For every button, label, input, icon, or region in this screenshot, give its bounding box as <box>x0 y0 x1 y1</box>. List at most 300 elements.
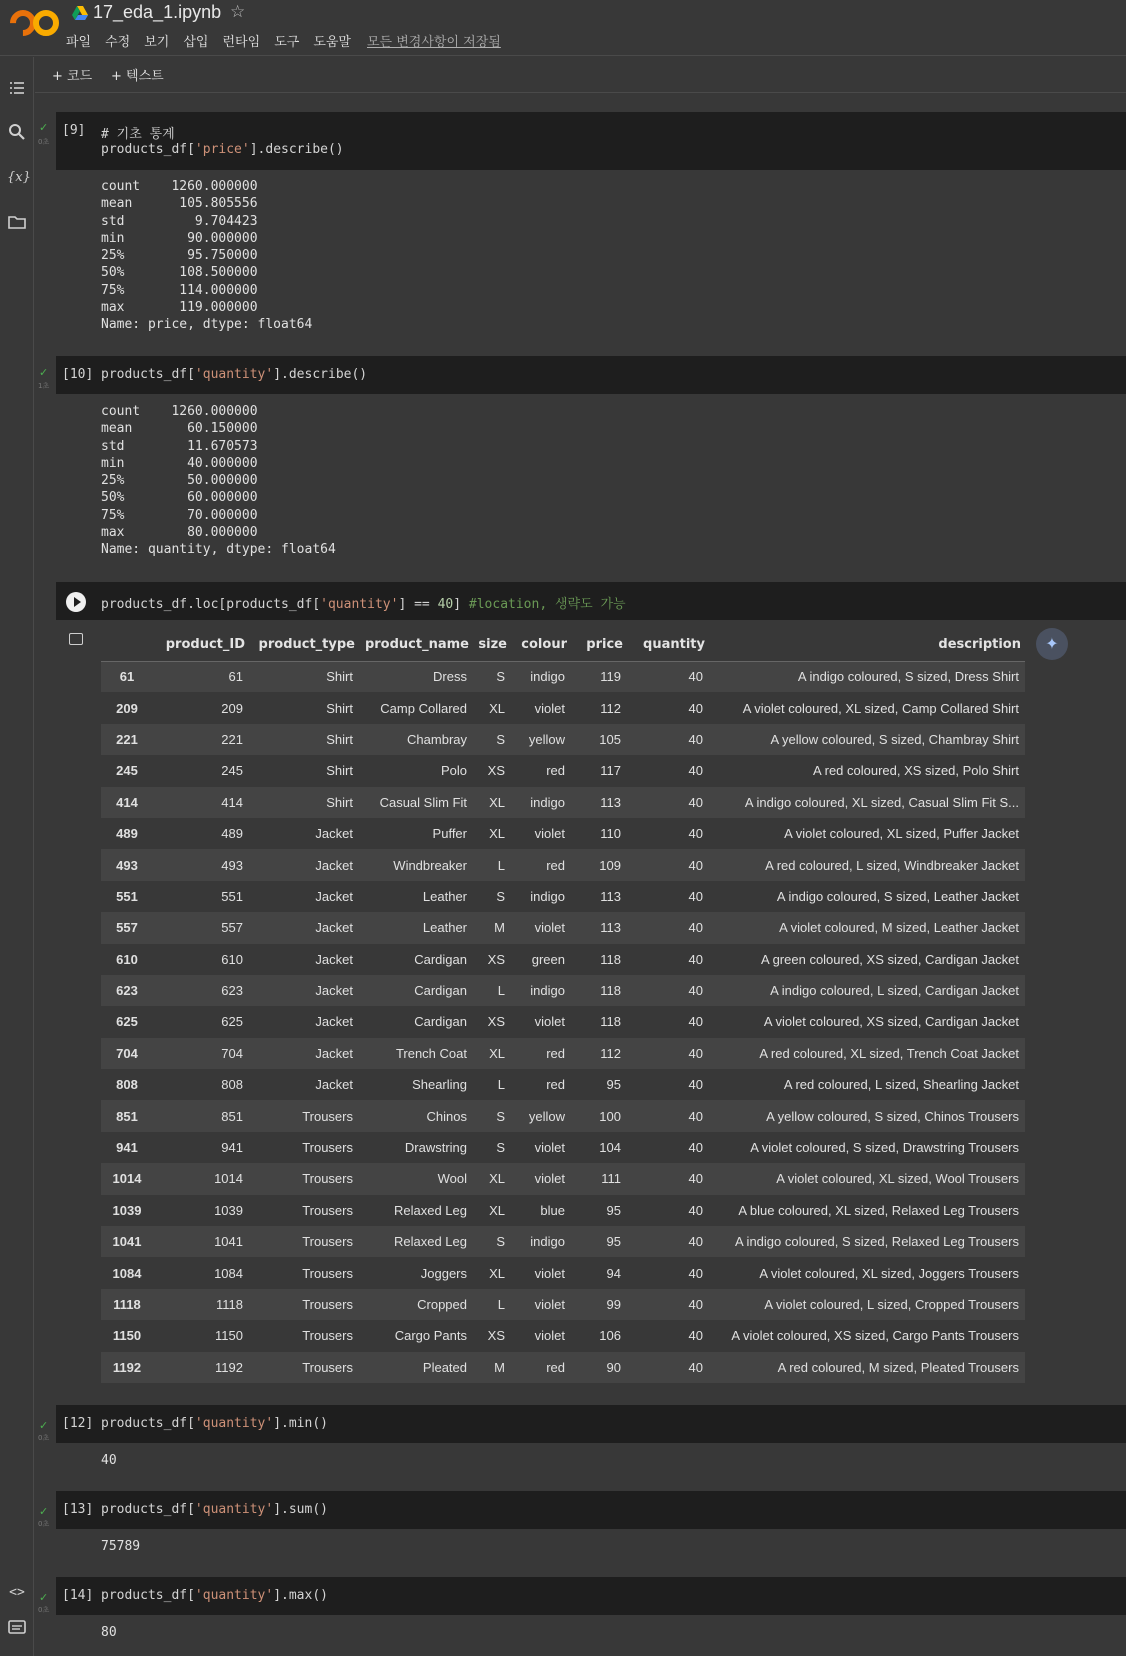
table-cell: 704 <box>221 1045 243 1061</box>
table-cell: Shirt <box>326 731 353 747</box>
table-row <box>101 944 1025 975</box>
executed-check-icon: ✓ <box>39 1419 49 1432</box>
table-cell: red <box>546 1359 565 1375</box>
table-cell: 119 <box>600 669 621 685</box>
column-header: price <box>571 628 627 661</box>
table-cell: XS <box>487 1328 505 1344</box>
table-cell: 1118 <box>216 1297 243 1312</box>
table-cell: 40 <box>688 1171 703 1187</box>
variables-icon[interactable]: {x} <box>7 170 31 185</box>
table-cell: Relaxed Leg <box>394 1202 467 1218</box>
exec-time: 1초 <box>38 382 50 390</box>
table-cell: 40 <box>688 951 703 967</box>
executed-check-icon: ✓ <box>39 1591 49 1604</box>
table-cell: Chinos <box>426 1108 467 1124</box>
table-cell: 117 <box>600 763 621 779</box>
row-index-cell: 851 <box>116 1108 138 1124</box>
table-cell: 40 <box>688 1265 703 1281</box>
dataframe-table <box>101 628 1025 1383</box>
row-index-cell: 551 <box>116 888 138 904</box>
table-cell: indigo <box>530 794 565 810</box>
table-cell: 1014 <box>214 1171 243 1187</box>
menu-help[interactable]: 도움말 <box>313 35 351 50</box>
table-cell: A violet coloured, XL sized, Wool Trousers <box>776 1171 1019 1187</box>
table-cell: 40 <box>688 763 703 779</box>
table-cell: 109 <box>599 857 621 873</box>
table-cell: yellow <box>528 1108 565 1124</box>
table-cell: Leather <box>422 920 467 936</box>
table-cell: 95 <box>606 1202 621 1218</box>
column-header: product_type <box>249 628 359 661</box>
left-sidebar <box>0 57 34 1656</box>
table-cell: XL <box>489 1265 505 1281</box>
table-cell: S <box>496 1140 505 1156</box>
table-cell: 99 <box>606 1297 621 1312</box>
table-cell: violet <box>534 700 565 716</box>
executed-check-icon: ✓ <box>39 1505 49 1518</box>
table-row <box>101 912 1025 943</box>
table-cell: 557 <box>221 920 243 936</box>
table-cell: Casual Slim Fit <box>379 794 467 810</box>
table-cell: Joggers <box>420 1265 467 1281</box>
table-cell: A yellow coloured, S sized, Chinos Trousers <box>766 1108 1019 1124</box>
table-row <box>101 818 1025 849</box>
table-cell: 110 <box>600 826 621 842</box>
table-cell: Jacket <box>315 951 353 967</box>
terminal-icon[interactable] <box>7 1617 27 1637</box>
code-cell-13[interactable] <box>56 1491 1126 1529</box>
table-cell: Wool <box>437 1171 467 1187</box>
table-cell: Jacket <box>315 888 353 904</box>
table-cell: green <box>531 951 565 967</box>
cell-output-9: count 1260.000000 mean 105.805556 std 9.704423 min 90.000000 25% 95.750000 50% 108.500000 75% 114.000000 max 119.000000 Name: price, dtype: float64 <box>101 179 313 333</box>
table-cell: XL <box>489 1171 505 1187</box>
table-cell: 111 <box>601 1171 621 1187</box>
table-cell: 112 <box>600 700 621 716</box>
table-cell: A red coloured, L sized, Shearling Jacket <box>783 1077 1019 1093</box>
column-header <box>101 628 153 661</box>
table-cell: Cardigan <box>414 983 467 999</box>
table-cell: Dress <box>433 669 467 685</box>
table-cell: 40 <box>688 1045 703 1061</box>
table-cell: red <box>546 857 565 873</box>
table-cell: red <box>546 1045 565 1061</box>
table-cell: 40 <box>688 1234 703 1250</box>
table-cell: violet <box>534 1297 565 1312</box>
table-cell: 625 <box>221 1014 243 1030</box>
table-cell: 493 <box>221 857 243 873</box>
row-index-cell: 941 <box>116 1140 138 1156</box>
table-cell: A red coloured, XL sized, Trench Coat Jacket <box>759 1045 1019 1061</box>
cell-output-13: 75789 <box>101 1539 141 1554</box>
cell-output-14: 80 <box>101 1625 117 1640</box>
table-body <box>101 661 1025 1383</box>
code-line: products_df['price'].describe() <box>101 142 344 157</box>
table-cell: 112 <box>600 1045 621 1061</box>
table-cell: 61 <box>228 669 243 685</box>
table-cell: Cardigan <box>414 1014 467 1030</box>
table-cell: L <box>497 983 505 999</box>
table-row <box>101 1226 1025 1257</box>
table-cell: Cropped <box>417 1297 467 1312</box>
table-cell: 221 <box>221 731 243 747</box>
table-cell: 551 <box>221 888 243 904</box>
table-cell: A indigo coloured, XL sized, Casual Slim Fit S... <box>744 794 1019 810</box>
row-index-cell: 1039 <box>112 1202 142 1218</box>
notebook-toolbar <box>35 57 1126 93</box>
row-index-cell: 808 <box>116 1077 138 1093</box>
table-cell: 40 <box>688 857 703 873</box>
table-cell: Jacket <box>315 1045 353 1061</box>
table-cell: A violet coloured, L sized, Cropped Trousers <box>764 1297 1019 1312</box>
code-line: products_df['quantity'].min() <box>101 1416 328 1431</box>
table-cell: S <box>496 731 505 747</box>
output-actions-icon[interactable] <box>69 633 83 645</box>
row-index-cell: 1118 <box>113 1297 141 1312</box>
execution-count: [14] <box>62 1588 94 1603</box>
notebook-title[interactable]: 17_eda_1.ipynb <box>93 2 222 22</box>
star-icon[interactable]: ☆ <box>230 2 246 22</box>
table-cell: 1192 <box>215 1359 243 1375</box>
table-cell: indigo <box>530 669 565 685</box>
table-cell: Jacket <box>315 983 353 999</box>
table-row <box>101 1038 1025 1069</box>
row-index-cell: 414 <box>116 794 138 810</box>
row-index-cell: 1041 <box>112 1234 142 1250</box>
table-cell: 1041 <box>214 1234 243 1250</box>
table-cell: Leather <box>422 888 467 904</box>
row-index-cell: 625 <box>116 1014 138 1030</box>
table-cell: Shearling <box>412 1077 467 1093</box>
table-row <box>101 881 1025 912</box>
table-cell: Trousers <box>302 1202 353 1218</box>
row-index-cell: 1150 <box>112 1328 142 1344</box>
row-index-cell: 704 <box>116 1045 138 1061</box>
table-cell: M <box>494 920 505 936</box>
row-index-cell: 61 <box>119 669 135 685</box>
table-cell: indigo <box>530 1234 565 1250</box>
table-cell: A violet coloured, S sized, Drawstring Trousers <box>750 1140 1019 1156</box>
execution-count: [9] <box>62 123 86 138</box>
menu-insert[interactable]: 삽입 <box>183 35 209 50</box>
table-cell: A blue coloured, XL sized, Relaxed Leg Trousers <box>738 1202 1019 1218</box>
table-row <box>101 849 1025 880</box>
table-cell: 94 <box>606 1265 621 1281</box>
table-cell: Shirt <box>326 669 353 685</box>
table-row <box>101 1320 1025 1351</box>
row-index-cell: 610 <box>116 951 138 967</box>
table-cell: 1084 <box>214 1265 243 1281</box>
table-cell: violet <box>534 1265 565 1281</box>
row-index-cell: 489 <box>116 826 138 842</box>
code-cell-loc[interactable] <box>56 582 1126 620</box>
row-index-cell: 1014 <box>112 1171 142 1187</box>
google-drive-icon[interactable] <box>72 6 88 20</box>
table-cell: Trousers <box>302 1328 353 1344</box>
table-cell: violet <box>534 920 565 936</box>
table-cell: Trousers <box>302 1108 353 1124</box>
table-cell: violet <box>534 1140 565 1156</box>
table-row <box>101 1352 1025 1383</box>
colab-logo[interactable] <box>10 10 62 36</box>
code-line: products_df['quantity'].sum() <box>101 1502 328 1517</box>
column-header: quantity <box>627 628 709 661</box>
table-cell: L <box>497 1077 505 1093</box>
table-cell: XS <box>487 1014 505 1030</box>
table-row <box>101 975 1025 1006</box>
table-cell: A red coloured, XS sized, Polo Shirt <box>813 763 1019 779</box>
table-cell: L <box>497 857 505 873</box>
row-index-cell: 557 <box>116 920 138 936</box>
table-cell: 104 <box>599 1140 621 1156</box>
table-cell: M <box>494 1359 505 1375</box>
search-icon[interactable] <box>7 122 27 142</box>
table-cell: Polo <box>440 763 467 779</box>
table-cell: 941 <box>221 1140 243 1156</box>
code-cell-10[interactable] <box>56 356 1126 394</box>
table-cell: 1039 <box>214 1202 243 1218</box>
table-cell: Cargo Pants <box>394 1328 467 1344</box>
table-cell: Trench Coat <box>395 1045 467 1061</box>
table-cell: Camp Collared <box>380 700 467 716</box>
table-row <box>101 1069 1025 1100</box>
table-cell: Trousers <box>302 1359 353 1375</box>
table-cell: 40 <box>688 826 703 842</box>
list-icon[interactable] <box>7 78 27 98</box>
execution-count: [12] <box>62 1416 94 1431</box>
table-cell: 40 <box>688 700 703 716</box>
table-row <box>101 1006 1025 1037</box>
table-cell: 113 <box>600 888 621 904</box>
column-header: product_ID <box>153 628 249 661</box>
table-cell: Trousers <box>302 1297 353 1312</box>
table-cell: 40 <box>688 1077 703 1093</box>
table-cell: 118 <box>600 1014 621 1030</box>
table-cell: 106 <box>599 1328 621 1344</box>
table-cell: Trousers <box>302 1171 353 1187</box>
table-cell: 40 <box>688 1014 703 1030</box>
table-cell: XL <box>489 794 505 810</box>
table-cell: 1150 <box>215 1328 243 1344</box>
exec-time: 0초 <box>38 1606 50 1614</box>
code-comment: # 기초 통계 <box>101 127 175 142</box>
table-row <box>101 1132 1025 1163</box>
folder-icon[interactable] <box>7 212 27 232</box>
executed-check-icon: ✓ <box>39 121 49 134</box>
table-cell: indigo <box>530 983 565 999</box>
code-line: products_df.loc[products_df['quantity'] == 40] #location, 생략도 가능 <box>101 597 626 612</box>
row-index-cell: 221 <box>116 731 138 747</box>
menu-tools[interactable]: 도구 <box>274 35 300 50</box>
table-row <box>101 1257 1025 1288</box>
table-cell: Shirt <box>326 700 353 716</box>
menu-bar <box>66 31 515 50</box>
row-index-cell: 493 <box>116 857 138 873</box>
table-cell: A red coloured, M sized, Pleated Trousers <box>777 1359 1019 1375</box>
magic-wand-icon[interactable]: ✦ <box>1036 628 1068 660</box>
table-cell: Shirt <box>326 763 353 779</box>
table-cell: Jacket <box>315 1077 353 1093</box>
table-cell: Puffer <box>432 826 467 842</box>
table-cell: 40 <box>688 1140 703 1156</box>
run-cell-button[interactable] <box>66 592 86 612</box>
table-cell: XL <box>489 1045 505 1061</box>
table-cell: 40 <box>688 920 703 936</box>
table-cell: 40 <box>688 1202 703 1218</box>
cell-output-12: 40 <box>101 1453 117 1468</box>
table-cell: 118 <box>600 951 621 967</box>
table-cell: A indigo coloured, S sized, Dress Shirt <box>797 669 1019 685</box>
code-cell-12[interactable] <box>56 1405 1126 1443</box>
table-cell: yellow <box>528 731 565 747</box>
table-row <box>101 661 1025 692</box>
table-cell: A green coloured, XS sized, Cardigan Jacket <box>761 951 1019 967</box>
table-cell: 851 <box>221 1108 243 1124</box>
table-cell: violet <box>534 826 565 842</box>
table-cell: S <box>496 669 505 685</box>
table-cell: XL <box>489 700 505 716</box>
table-cell: 95 <box>606 1234 621 1250</box>
table-cell: 40 <box>688 888 703 904</box>
table-cell: Jacket <box>315 920 353 936</box>
row-index-cell: 209 <box>116 700 138 716</box>
table-cell: A indigo coloured, L sized, Cardigan Jacket <box>770 983 1019 999</box>
table-cell: A violet coloured, XS sized, Cargo Pants Trousers <box>731 1328 1019 1344</box>
table-cell: Jacket <box>315 1014 353 1030</box>
execution-count: [13] <box>62 1502 94 1517</box>
code-line: products_df['quantity'].max() <box>101 1588 328 1603</box>
table-cell: Windbreaker <box>393 857 467 873</box>
column-header: description <box>709 628 1025 661</box>
table-cell: 40 <box>688 794 703 810</box>
table-row <box>101 692 1025 723</box>
menu-file[interactable]: 파일 <box>66 35 92 50</box>
table-row <box>101 1100 1025 1131</box>
table-cell: 414 <box>221 794 243 810</box>
table-cell: L <box>497 1297 505 1312</box>
table-cell: A indigo coloured, S sized, Relaxed Leg Trousers <box>734 1234 1019 1250</box>
table-cell: 40 <box>688 1108 703 1124</box>
table-cell: 245 <box>221 763 243 779</box>
table-cell: Jacket <box>315 857 353 873</box>
table-cell: red <box>546 1077 565 1093</box>
table-cell: 209 <box>221 700 243 716</box>
code-line: products_df['quantity'].describe() <box>101 367 368 382</box>
code-cell-9[interactable] <box>56 112 1126 170</box>
table-cell: XL <box>489 1202 505 1218</box>
table-cell: A violet coloured, XL sized, Puffer Jacket <box>784 826 1019 842</box>
table-cell: 95 <box>606 1077 621 1093</box>
table-cell: Cardigan <box>414 951 467 967</box>
row-index-cell: 1192 <box>112 1359 142 1375</box>
table-cell: 105 <box>599 731 621 747</box>
table-cell: Drawstring <box>404 1140 467 1156</box>
executed-check-icon: ✓ <box>39 366 49 379</box>
table-cell: 100 <box>599 1108 621 1124</box>
table-row <box>101 724 1025 755</box>
table-cell: violet <box>534 1014 565 1030</box>
table-cell: 40 <box>688 983 703 999</box>
table-cell: A yellow coloured, S sized, Chambray Shirt <box>770 731 1019 747</box>
table-cell: 90 <box>606 1359 621 1375</box>
table-cell: S <box>496 1108 505 1124</box>
table-cell: 40 <box>688 669 703 685</box>
exec-time: 0초 <box>38 1520 50 1528</box>
table-row <box>101 755 1025 786</box>
table-cell: blue <box>540 1202 565 1218</box>
table-cell: Relaxed Leg <box>394 1234 467 1250</box>
table-header-row <box>101 628 1025 661</box>
row-index-cell: 623 <box>116 983 138 999</box>
table-cell: Shirt <box>326 794 353 810</box>
table-cell: S <box>496 1234 505 1250</box>
table-cell: 489 <box>221 826 243 842</box>
table-cell: A violet coloured, XL sized, Joggers Trousers <box>759 1265 1019 1281</box>
table-cell: Chambray <box>407 731 467 747</box>
table-cell: 113 <box>600 920 621 936</box>
menu-edit[interactable]: 수정 <box>105 35 131 50</box>
exec-time: 0초 <box>38 1434 50 1442</box>
table-cell: A violet coloured, M sized, Leather Jacket <box>779 920 1019 936</box>
column-header: colour <box>511 628 571 661</box>
table-cell: A violet coloured, XS sized, Cardigan Jacket <box>763 1014 1019 1030</box>
table-cell: Jacket <box>315 826 353 842</box>
table-cell: indigo <box>530 888 565 904</box>
table-row <box>101 787 1025 818</box>
add-text-button[interactable]: + 텍스트 <box>111 69 164 84</box>
menu-view[interactable]: 보기 <box>144 35 170 50</box>
table-cell: Pleated <box>422 1359 467 1375</box>
table-cell: violet <box>534 1171 565 1187</box>
add-code-button[interactable]: + 코드 <box>52 69 93 84</box>
table-cell: A red coloured, L sized, Windbreaker Jacket <box>765 857 1019 873</box>
table-cell: A violet coloured, XL sized, Camp Collared Shirt <box>742 700 1019 716</box>
table-cell: XS <box>487 951 505 967</box>
table-cell: A indigo coloured, S sized, Leather Jacket <box>776 888 1019 904</box>
table-cell: XS <box>487 763 505 779</box>
table-cell: 40 <box>688 1359 703 1375</box>
table-cell: 623 <box>221 983 243 999</box>
table-cell: Trousers <box>302 1265 353 1281</box>
menu-runtime[interactable]: 런타임 <box>222 35 261 50</box>
table-cell: Trousers <box>302 1140 353 1156</box>
table-cell: XL <box>489 826 505 842</box>
table-row <box>101 1289 1025 1320</box>
column-header: product_name <box>359 628 473 661</box>
code-cell-14[interactable] <box>56 1577 1126 1615</box>
table-cell: S <box>496 888 505 904</box>
table-cell: Trousers <box>302 1234 353 1250</box>
table-cell: violet <box>534 1328 565 1344</box>
row-index-cell: 245 <box>116 763 138 779</box>
table-cell: 40 <box>688 1328 703 1344</box>
table-cell: 40 <box>688 731 703 747</box>
table-cell: 808 <box>221 1077 243 1093</box>
code-snippets-icon[interactable]: <> <box>9 1585 25 1600</box>
table-cell: red <box>546 763 565 779</box>
execution-count: [10] <box>62 367 94 382</box>
table-row <box>101 1195 1025 1226</box>
table-cell: 113 <box>600 794 621 810</box>
app-header <box>0 0 1126 56</box>
table-cell: 40 <box>688 1297 703 1312</box>
row-index-cell: 1084 <box>112 1265 142 1281</box>
save-status-link[interactable]: 모든 변경사항이 저장됨 <box>367 35 501 50</box>
table-row <box>101 1163 1025 1194</box>
exec-time: 0초 <box>38 138 50 146</box>
table-cell: 610 <box>221 951 243 967</box>
table-cell: 118 <box>600 983 621 999</box>
